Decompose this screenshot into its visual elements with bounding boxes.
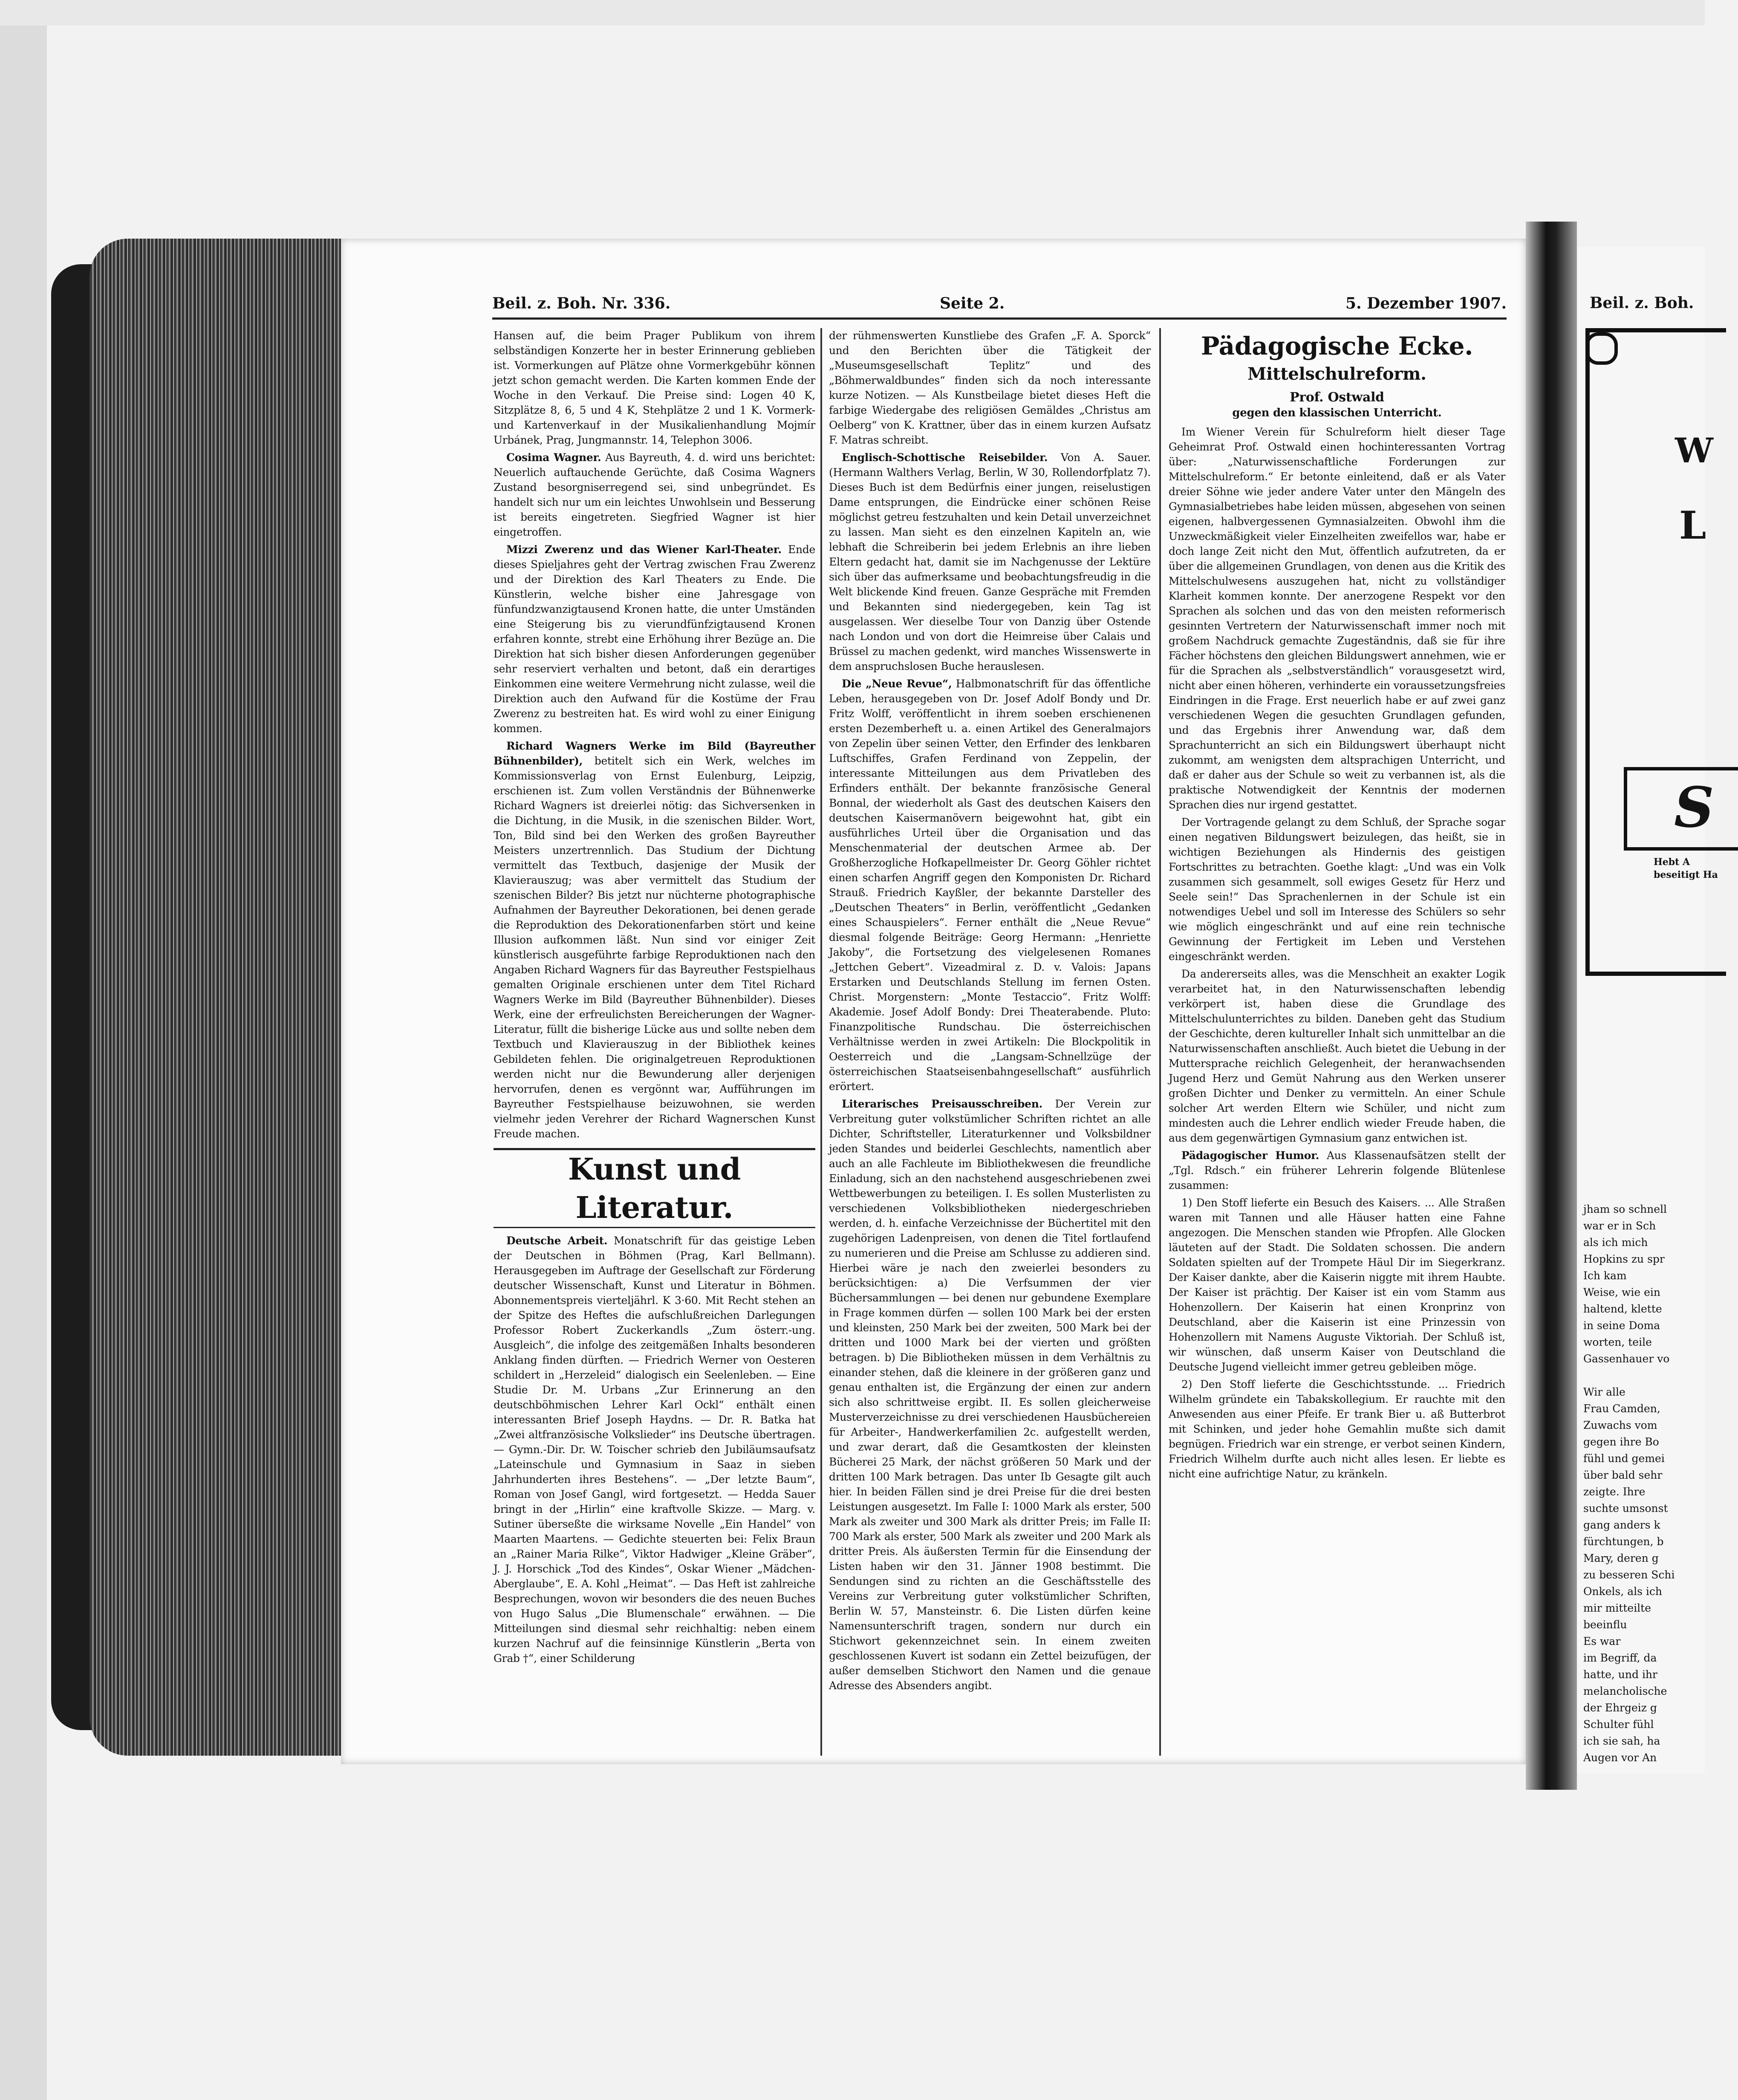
article-text: Aus Klassenaufsätzen stellt der „Tgl. Rdsch.“ ein früherer Lehrerin folgende Blütenlese zusammen:: [1169, 1149, 1505, 1191]
adjacent-page-line: Schulter fühl: [1583, 1718, 1654, 1731]
column-rule-2: [1159, 328, 1161, 1756]
article-preisausschreiben: [829, 1096, 1151, 1693]
article-continuation-text: der rühmenswerten Kunstliebe des Grafen „F. A. Sporck“ und den Berichten über die Tätigkeit der „Museumsgesellschaft Teplitz“ und des „Böhmerwaldbundes“ finden sich da noch interessante kurze Notizen. — Als Kunstbeilage bietet dieses Heft die farbige Wiedergabe des religiösen Gemäldes „Christus am Oelberg“ von K. Krattner, über das in einem kurzen Aufsatz F. Matras schreibt.: [829, 329, 1151, 446]
article-lead: Cosima Wagner.: [506, 451, 601, 464]
adjacent-page-line: in seine Doma: [1583, 1319, 1660, 1332]
article-author: Prof. Ostwald: [1290, 390, 1384, 405]
adjacent-page-line: zu besseren Schi: [1583, 1569, 1675, 1581]
adjacent-page-line: ich sie sah, ha: [1583, 1735, 1660, 1747]
article-lead: Die „Neue Revue“,: [842, 678, 952, 690]
article-text: Monatschrift für das geistige Leben der Deutschen in Böhmen (Prag, Karl Bellmann). Herausgegeben im Auftrage der Gesellschaft zur Förderung deutscher Wissenschaft, Kunst und Literatur in Böhmen. Abonnementspreis vierteljährl. K 3·60. Mit Recht stehen an der Spitze des Heftes die aufschlußreichen Darlegungen Professor Robert Zuckerkandls „Zum österr.-ung. Ausgleich“, die infolge des zeitgemäßen Inhalts besonderen Anklang finden dürften. — Friedrich Werner von Oesteren schildert in „Herzeleid“ dialogisch ein Seelenleben. — Eine Studie Dr. M. Urbans „Zur Erinnerung an den deutschböhmischen Lehrer Karl Ockl“ enthält einen interessanten Brief Joseph Haydns. — Dr. R. Batka hat „Zwei altfranzösische Volkslieder“ ins Deutsche übertragen. — Gymn.-Dir. Dr. W. Toischer schrieb den Jubiläumsaufsatz „Lateinschule und Gymnasium in Saaz in sieben Jahrhunderten ihres Bestehens“. — „Der letzte Baum“, Roman von Josef Gangl, wird fortgesetzt. — Hedda Sauer bringt in der „Hirlin“ eine kraftvolle Skizze. — Marg. v. Sutiner überseßte die wirksame Novelle „Ein Handel“ von Maarten Maartens. — Gedichte steuerten bei: Felix Braun an „Rainer Maria Rilke“, Viktor Hadwiger „Kleine Gräber“, J. J. Horschick „Tod des Kindes“, Oskar Wiener „Mädchen-Aberglaube“, E. A. Kohl „Heimat“. — Das Heft ist zahlreiche Besprechungen, wovon wir besonders die des neuen Buches von Hugo Salus „Die Blumenschale“ erwähnen. — Die Mitteilungen sind diesmal sehr reichhaltig: neben einem kurzen Nachruf auf die feinsinnige Künstlerin „Berta von Grab †“, einer Schilderung: [494, 1235, 815, 1664]
adjacent-page-line: Onkels, als ich: [1583, 1585, 1663, 1598]
adjacent-page-line: zeigte. Ihre: [1583, 1486, 1646, 1498]
article-lead: Pädagogischer Humor.: [1181, 1149, 1319, 1162]
adjacent-page-line: Es war: [1583, 1635, 1621, 1647]
page-header: [492, 292, 1507, 320]
adjacent-page-line: Augen vor An: [1583, 1751, 1657, 1764]
adjacent-page-line: beeinflu: [1583, 1618, 1627, 1631]
adjacent-page-line: gegen ihre Bo: [1583, 1436, 1659, 1448]
article-text: Halbmonatschrift für das öffentliche Leben, herausgegeben von Dr. Josef Adolf Bondy und Dr. Fritz Wolff, veröffentlicht in ihrem soeben erschienenen ersten Dezemberheft u. a. einen Artikel des Generalmajors von Zepelin über seinen Vetter, den Erfinder des lenkbaren Luftschiffes, Grafen Ferdinand von Zeppelin, der interessante Mitteilungen aus dem Privatleben des Erfinders enthält. Der bekannte französische General Bonnal, der wiederholt als Gast des deutschen Kaisers den deutschen Kaisermanövern beigewohnt hat, gibt ein ausführliches Urteil über die Organisation und das Menschenmaterial der deutschen Armee ab. Der Großherzogliche Hofkapellmeister Dr. Georg Göhler richtet einen scharfen Angriff gegen den Komponisten Dr. Richard Strauß. Friedrich Kayßler, der bekannte Darsteller des „Deutschen Theaters“ in Berlin, veröffentlicht „Gedanken eines Schauspielers“. Ferner enthält die „Neue Revue“ diesmal folgende Beiträge: Georg Hermann: „Henriette Jakoby“, die Fortsetzung des vielgelesenen Romanes „Jettchen Gebert“. Vizeadmiral z. D. v. Valois: Japans Erstarken und Deutschlands Stellung im fernen Osten. Christ. Morgenstern: „Monte Testaccio“. Fritz Wolff: Akademie. Josef Adolf Bondy: Drei Theaterabende. Pluto: Finanzpolitische Rundschau. Die österreichischen Verhältnisse werden in zwei Artikeln: Die Blockpolitik in Oesterreich und die „Langsam-Schnellzüge der österreichischen Staatseisenbahngesellschaft“ ausführlich erörtert.: [829, 678, 1151, 1093]
section-title-kunst-literatur: Kunst und Literatur.: [494, 1148, 815, 1228]
adjacent-page-line: jham so schnell: [1583, 1203, 1667, 1215]
article-neue-revue: [829, 676, 1151, 1094]
header-publication: Beil. z. Boh. Nr. 336.: [492, 294, 671, 312]
article-humor: [1169, 1148, 1505, 1193]
adjacent-page-line: Weise, wie ein: [1583, 1286, 1660, 1298]
ad-letter: W: [1675, 430, 1713, 470]
adjacent-page-line: suchte umsonst: [1583, 1502, 1668, 1514]
ornament-icon: [1585, 332, 1618, 365]
adjacent-page-line: als ich mich: [1583, 1236, 1648, 1249]
article-lead: Englisch-Schottische Reisebilder.: [842, 451, 1048, 464]
adjacent-page-line: Ich kam: [1583, 1269, 1627, 1282]
column-1: [494, 328, 815, 1668]
article-text: Im Wiener Verein für Schulreform hielt dieser Tage Geheimrat Prof. Ostwald einen hochinteressanten Vortrag über: „Naturwissenschaftliche Forderungen zur Mittelschulreform.“ Er betonte einleitend, daß er als Vater dreier Söhne wie jeder andere Vater unter den Mängeln des Gymnasialbetriebes habe leiden müssen, abgesehen von seinen eigenen, halbvergessenen Gymnasialzeiten. Obwohl ihm die Unzweckmäßigkeit vieler Einzelheiten zweifellos war, habe er doch lange Zeit nicht den Mut, öffentlich aufzutreten, da er über die allgemeinen Grundlagen, von denen aus die Kritik des Mittelschulwesens auszugehen hat, nicht zu vollständiger Klarheit kommen konnte. Der anerzogene Respekt vor den Sprachen als solchen und das von den meisten reformerisch gesinnten Vertretern der Naturwissenschaft immer noch mit großem Nachdruck gemachte Zugeständnis, daß sie für ihre Fächer höchstens den gleichen Bildungswert annehmen, wie er für die Sprachen als „selbstverständlich“ vorausgesetzt wird, nicht aber einen höheren, verhinderte ein voraussetzungsfreies Eindringen in die Frage. Erst neuerlich habe er auf zwei ganz verschiedenen Wegen die gesuchten Grundlagen gefunden, und das Ergebnis ihrer Anwendung war, daß dem Sprachunterricht an sich ein Bildungswert überhaupt nicht zukommt, am wenigsten dem altsprachigen Unterricht, und daß er daher aus der Schule so weit zu verbannen ist, als die praktische Notwendigkeit der Kenntnis der modernen Sprachen dies nur irgend gestattet.: [1169, 426, 1505, 811]
scan-background-left: [0, 0, 47, 2100]
article-mizzi-zwerenz: [494, 542, 815, 736]
section-subtitle: Mittelschulreform.: [1247, 364, 1426, 384]
adjacent-page-line: der Ehrgeiz g: [1583, 1702, 1657, 1714]
column-2: [829, 328, 1151, 1696]
article-text: Von A. Sauer. (Hermann Walthers Verlag, Berlin, W 30, Rollendorfplatz 7). Dieses Buch ist dem Bedürfnis einer jungen, reiselustigen Dame entsprungen, die Eindrücke einer schönen Reise möglichst getreu festzuhalten und kein Detail unverzeichnet zu lassen. Man sieht es den einzelnen Kapiteln an, wie lebhaft die Schreiberin bei jedem Erlebnis an ihre lieben Eltern gedacht hat, damit sie im Nachgenusse der Lektüre sich über das aufmerksame und beobachtungsfreudig in die Welt blickende Kind freuen. Ganze Gespräche mit Fremden und Bekannten sind niedergegeben, kein Tag ist ausgelassen. Wer dieselbe Tour von Danzig über Ostende nach London und von dort die Heimreise über Calais und Brüssel zu machen gedenkt, wird manches Wissenswerte in dem anspruchslosen Buche herauslesen.: [829, 451, 1151, 672]
adjacent-page-line: fühl und gemei: [1583, 1452, 1665, 1465]
adjacent-page-line: gang anders k: [1583, 1519, 1660, 1531]
header-page-number: Seite 2.: [940, 294, 1005, 312]
adjacent-page-line: Gassenhauer vo: [1583, 1353, 1670, 1365]
article-lead: Literarisches Preisausschreiben.: [842, 1098, 1043, 1110]
ad-letter: S: [1674, 775, 1714, 840]
article-text: Da andererseits alles, was die Menschheit an exakter Logik verarbeitet hat, in den Naturwissenschaften lebendig verkörpert ist, haben diese die Grundlage des Mittelschulunterrichtes zu bilden. Daneben geht das Studium der Geschichte, deren kultureller Inhalt sich unmittelbar an die Naturwissenschaften anschließt. Auch bietet die Uebung in der Muttersprache reichlich Gelegenheit, der heranwachsenden Jugend Herz und Gemüt Nahrung aus den Werken unserer großen Dichter und Denker zu vermitteln. An einer Schule solcher Art werden Eltern wie Schüler, und nicht zum mindesten auch die Lehrer endlich wieder Freude haben, die aus dem gegenwärtigen Gymnasium ganz entwichen ist.: [1169, 968, 1505, 1144]
adjacent-page-line: hatte, und ihr: [1583, 1668, 1657, 1681]
adjacent-page-line: im Begriff, da: [1583, 1652, 1657, 1664]
article-text: betitelt sich ein Werk, welches im Kommissionsverlag von Ernst Eulenburg, Leipzig, erschienen ist. Zum vollen Verständnis der Bühnenwerke Richard Wagners ist dreierlei nötig: das Sichversenken in die Dichtung, in die Musik, in die szenischen Bilder. Wort, Ton, Bild sind bei den Werken des großen Bayreuther Meisters unzertrennlich. Das Studium der Dichtung vermittelt das Textbuch, dasjenige der Musik der Klavierauszug; was aber vermittelt das Studium der szenischen Bilder? Bis jetzt nur nüchterne photographische Aufnahmen der Bayreuther Dekorationen, bei denen gerade die Reproduktion des Dekorationenfarben stört und keine Illusion aufkommen läßt. Nun sind vor einiger Zeit künstlerisch ausgeführte farbige Reproduktionen nach den Angaben Richard Wagners für das Bayreuther Festspielhaus gemalten Originale erschienen unter dem Titel Richard Wagners Werke im Bild (Bayreuther Bühnenbilder). Dieses Werk, eine der erfreulichsten Bereicherungen der Wagner-Literatur, füllt die bisherige Lücke aus und sollte neben dem Textbuch und Klavierauszug in der Bibliothek keines Gebildeten fehlen. Die originalgetreuen Reproduktionen werden nicht nur die Bewunderung aller derjenigen hervorrufen, denen es vergönnt war, Aufführungen im Bayreuther Festspielhause beizuwohnen, sie werden vielmehr jeden Verehrer der Richard Wagnerschen Kunst Freude machen.: [494, 755, 815, 1140]
article-text: Ende dieses Spieljahres geht der Vertrag zwischen Frau Zwerenz und der Direktion des Karl Theaters zu Ende. Die Künstlerin, welche bisher eine Jahresgage von fünfundzwanzigtausend Kronen hatte, die unter Umständen eine Steigerung bis zu vierundfünfzigtausend Kronen erfahren konnte, strebt eine Erhöhung ihrer Bezüge an. Die Direktion hat sich bisher diesen Anforderungen gegenüber sehr reserviert verhalten und betont, daß ein derartiges Einkommen eine weitere Vermehrung nicht zulasse, weil die Direktion auch den Aufwand für die Kostüme der Frau Zwerenz zu bestreiten hat. Es wird wohl zu einer Einigung kommen.: [494, 543, 815, 735]
article-lead: Mizzi Zwerenz und das Wiener Karl-Theater.: [506, 543, 782, 556]
article-text: 1) Den Stoff lieferte ein Besuch des Kaisers. ... Alle Straßen waren mit Tannen und alle Häuser hatten eine Fahne angezogen. Die Menschen standen wie Pfropfen. Alle Glocken läuteten auf der Stadt. Die Soldaten schossen. Die andern Soldaten spielten auf der Trompete Häul Dir im Siegerkranz. Der Kaiser dankte, aber die Kaiserin niggte mit ihrem Haubte. Der Kaiser ist prächtig. Der Kaiser ist ein vom Stamm aus Hohenzollern. Der Kaiserin hat einen Kronprinz von Deutschland, aber die Kaiserin ist eine Prinzessin von Hohenzollern mit Namens Auguste Viktoriah. Der Schluß ist, wir wünschen, daß unserm Kaiser von Deutschland die Deutsche Jugend vielleicht immer getreu gebleiben möge.: [1169, 1197, 1505, 1373]
adjacent-page-line: haltend, klette: [1583, 1303, 1662, 1315]
adjacent-page-line: über bald sehr: [1583, 1469, 1663, 1481]
article-deutsche-arbeit: [494, 1233, 815, 1666]
scan-background-top: [0, 0, 1705, 26]
article-author-subtitle: gegen den klassischen Unterricht.: [1232, 407, 1442, 419]
book-gutter: [1526, 222, 1577, 1790]
article-text: Aus Bayreuth, 4. d. wird uns berichtet: Neuerlich auftauchende Gerüchte, daß Cosima Wagners Zustand besorgniserregend sei, sind unbegründet. Es handelt sich nur um ein leichtes Unwohlsein und Besserung ist bereits eingetreten. Siegfried Wagner ist hier eingetroffen.: [494, 451, 815, 538]
adjacent-page-line: mir mitteilte: [1583, 1602, 1651, 1614]
ad-small-text: Hebt A: [1654, 857, 1690, 868]
article-text: Der Verein zur Verbreitung guter volkstümlicher Schriften richtet an alle Dichter, Schriftsteller, Literaturkenner und Volksbildner jeden Standes und beiderlei Geschlechts, namentlich aber auch an alle Fachleute im Bibliothekwesen die freundliche Einladung, sich an den nachstehend ausgeschriebenen zwei Wettbewerbungen zu beteiligen. I. Es sollen Musterlisten zu verschiedenen Volksbibliotheken niedergeschrieben werden, d. h. einfache Verzeichnisse der Büchertitel mit den zugehörigen Ladenpreisen, von denen die Titel fortlaufend zu numerieren und die Preise am Schlusse zu addieren sind. Hierbei wäre je nach den zweierlei besonders zu berücksichtigen: a) Die Verfsummen der vier Büchersammlungen — bei denen nur gebundene Exemplare in Frage kommen dürfen — sollen 100 Mark bei der ersten und kleinsten, 250 Mark bei der zweiten, 500 Mark bei der dritten und 1000 Mark bei der vierten und größten betragen. b) Die Bibliotheken müssen in dem Verhältnis zu einander stehen, daß die kleinere in der größeren ganz und genau enthalten ist, die Ergänzung der einen zur andern sich also schrittweise ergibt. II. Es sollen gleicherweise Musterverzeichnisse zu drei verschiedenen Hausbüchereien für Arbeiter-, Handwerkerfamilien 2c. aufgestellt werden, und zwar derart, daß die Gesamtkosten der kleinsten Bücherei 25 Mark, der nächst größeren 50 Mark und der dritten 100 Mark betragen. Das unter Ib Gesagte gilt auch hier. In beiden Fällen sind je drei Preise für die drei besten Leistungen ausgesetzt. Im Falle I: 1000 Mark als erster, 500 Mark als zweiter und 300 Mark als dritter Preis; im Falle II: 700 Mark als erster, 500 Mark als zweiter und 200 Mark als dritter Preis. Als äußersten Termin für die Einsendung der Listen haben wir den 31. Jänner 1908 bestimmt. Die Sendungen sind zu richten an die Geschäftsstelle des Vereins zur Verbreitung guter volkstümlicher Schriften, Berlin W. 57, Mansteinstr. 6. Die Listen dürfen keine Namensunterschrift tragen, sondern nur durch ein Stichwort gekennzeichnet sein. In einem zweiten geschlossenen Kuvert ist sodann ein Zettel beizufügen, der außer demselben Stichwort den Namen und die genaue Adresse des Absenders angibt.: [829, 1098, 1151, 1692]
section-title-paedagogische-ecke: Pädagogische Ecke.: [1201, 332, 1473, 361]
advertisement-frame: [1585, 328, 1726, 976]
article-lead: Deutsche Arbeit.: [506, 1235, 608, 1247]
adjacent-page: [1577, 247, 1718, 1773]
book-page-stack: [89, 239, 354, 1756]
adjacent-page-line: Zuwachs vom: [1583, 1419, 1657, 1431]
article-reisebilder: [829, 450, 1151, 674]
article-lead: Richard Wagners Werke im Bild (Bayreuther Bühnenbilder),: [494, 740, 815, 767]
ad-inner-box: [1624, 767, 1738, 851]
article-text: Der Vortragende gelangt zu dem Schluß, der Sprache sogar einen negativen Bildungswert beizulegen, das heißt, sie in wichtigen Beziehungen als Hindernis des geistigen Fortschrittes zu betrachten. Goethe klagt: „Und was ein Volk zusammen sich gesammelt, soll ewiges Gesetz für Herz und Seele sein!“ Das Sprachenlernen in der Schule ist ein notwendiges Uebel und soll im Interesse des Schülers so sehr wie möglich eingeschränkt und auf eine rein technische Gewinnung der Fertigkeit im Leben und Verstehen eingeschränkt werden.: [1169, 816, 1505, 963]
article-wagner-werke: [494, 738, 815, 1141]
adjacent-page-line: Mary, deren g: [1583, 1552, 1659, 1564]
ad-letter: L: [1679, 503, 1706, 548]
header-date: 5. Dezember 1907.: [1345, 294, 1507, 312]
article-konzert-text: Hansen auf, die beim Prager Publikum von ihrem selbständigen Konzerte her in bester Erinnerung geblieben ist. Vormerkungen auf Plätze ohne Vormerkgebühr können jetzt schon gemacht werden. Die Karten kommen Ende der Woche in den Verkauf. Die Preise sind: Logen 40 K, Sitzplätze 8, 6, 5 und 4 K, Stehplätze 2 und 1 K. Vormerk- und Kartenverkauf in der Musikalienhandlung Mojmír Urbánek, Prag, Jungmannstr. 14, Telephon 3006.: [494, 329, 815, 446]
ad-small-text: beseitigt Ha: [1654, 869, 1718, 880]
adjacent-page-header: Beil. z. Boh.: [1590, 294, 1694, 312]
adjacent-page-line: melancholische: [1583, 1685, 1667, 1697]
adjacent-page-line: war er in Sch: [1583, 1220, 1656, 1232]
adjacent-page-line: Frau Camden,: [1583, 1402, 1660, 1415]
article-text: 2) Den Stoff lieferte die Geschichtsstunde. ... Friedrich Wilhelm gründete ein Tabakskollegium. Er rauchte mit den Anwesenden aus einer Pfeife. Er trank Bier u. aß Butterbrot mit Schinken, und jeder hohe Gemahlin mußte sich damit begnügen. Friedrich war ein strenge, er verbot seinen Kindern, Friedrich Wilhelm durfte auch nicht alles lesen. Er liebte es nicht eine aufrichtige Natur, zu kränkeln.: [1169, 1378, 1505, 1480]
adjacent-page-line: fürchtungen, b: [1583, 1535, 1664, 1548]
adjacent-page-line: Wir alle: [1583, 1386, 1625, 1398]
column-rule-1: [820, 328, 822, 1756]
adjacent-page-line: Hopkins zu spr: [1583, 1253, 1665, 1265]
column-3: [1169, 328, 1505, 1484]
adjacent-page-line: worten, teile: [1583, 1336, 1652, 1348]
article-cosima-wagner: [494, 450, 815, 539]
